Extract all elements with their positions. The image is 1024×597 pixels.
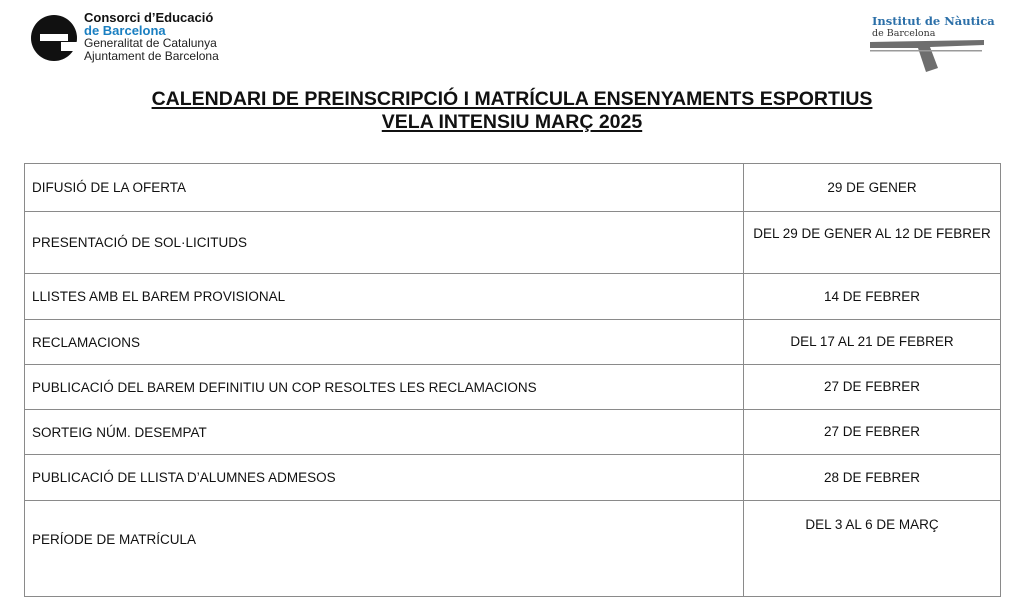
consorci-logo-text <box>84 12 219 62</box>
institut-city: de Barcelona <box>872 28 936 39</box>
institut-nautica-logo <box>868 12 995 67</box>
date-cell: 27 DE FEBRER <box>744 410 1001 455</box>
table-row <box>25 410 1001 455</box>
generalitat-label: Generalitat de Catalunya <box>84 36 217 50</box>
table-row <box>25 455 1001 501</box>
event-cell: PUBLICACIÓ DE LLISTA D’ALUMNES ADMESOS <box>25 455 744 501</box>
calendar-table <box>24 163 1001 597</box>
table-row <box>25 501 1001 597</box>
event-cell: PRESENTACIÓ DE SOL·LICITUDS <box>25 212 744 274</box>
letter-e-logo-icon <box>31 15 77 61</box>
ajuntament-label: Ajuntament de Barcelona <box>84 48 219 63</box>
table-row <box>25 320 1001 365</box>
title-line-1: CALENDARI DE PREINSCRIPCIÓ I MATRÍCULA ENSENYAMENTS ESPORTIUS <box>151 88 873 110</box>
date-cell: DEL 17 AL 21 DE FEBRER <box>744 320 1001 365</box>
table-row <box>25 212 1001 274</box>
consorci-name: Consorci d’Educació <box>84 10 214 25</box>
sailboat-hull-icon <box>868 38 986 74</box>
event-cell: RECLAMACIONS <box>25 320 744 365</box>
event-cell: DIFUSIÓ DE LA OFERTA <box>25 164 744 212</box>
date-cell: 27 DE FEBRER <box>744 365 1001 410</box>
event-cell: SORTEIG NÚM. DESEMPAT <box>25 410 744 455</box>
date-cell: 29 DE GENER <box>744 164 1001 212</box>
table-row <box>25 365 1001 410</box>
date-cell: 14 DE FEBRER <box>744 274 1001 320</box>
event-cell: LLISTES AMB EL BAREM PROVISIONAL <box>25 274 744 320</box>
institut-name: Institut de Nàutica <box>872 14 995 28</box>
table-row <box>25 164 1001 212</box>
event-cell: PUBLICACIÓ DEL BAREM DEFINITIU UN COP RESOLTES LES RECLAMACIONS <box>25 365 744 410</box>
consorci-city: de Barcelona <box>84 22 166 38</box>
event-cell: PERÍODE DE MATRÍCULA <box>25 501 744 597</box>
title-line-2: VELA INTENSIU MARÇ 2025 <box>381 111 643 133</box>
date-cell: 28 DE FEBRER <box>744 455 1001 501</box>
page-title <box>0 88 1024 134</box>
table-row <box>25 274 1001 320</box>
date-cell: DEL 3 AL 6 DE MARÇ <box>744 501 1001 597</box>
date-cell: DEL 29 DE GENER AL 12 DE FEBRER <box>744 212 1001 274</box>
consorci-logo <box>31 12 251 72</box>
